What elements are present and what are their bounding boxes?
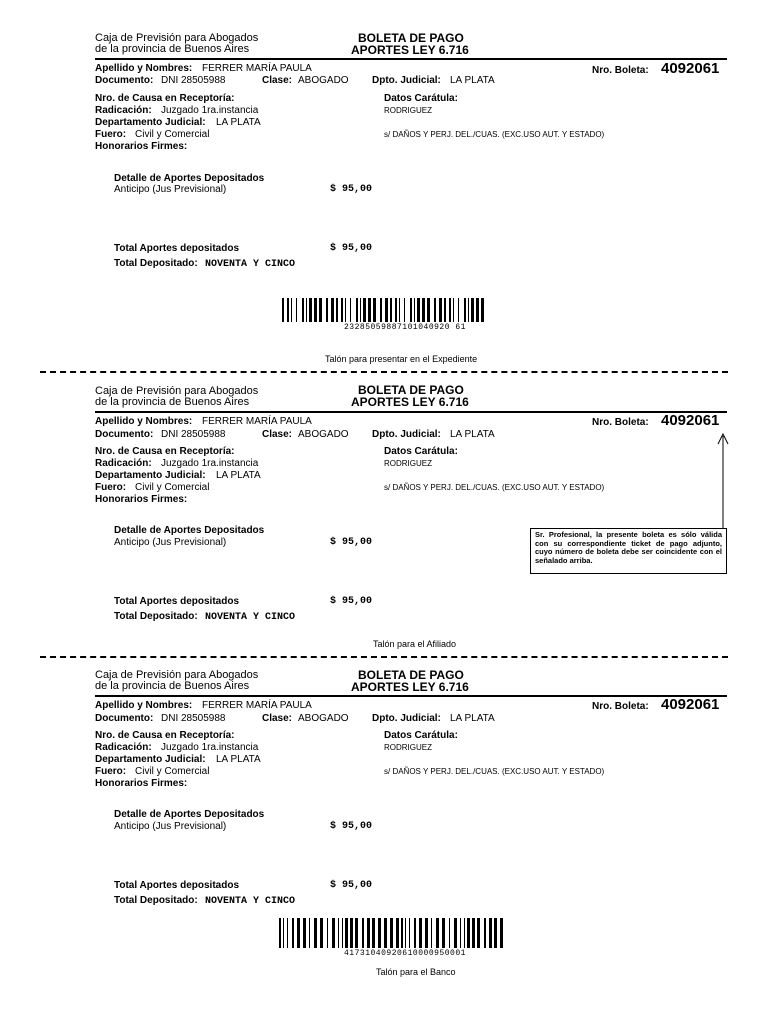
value-fuero: Civil y Comercial	[135, 482, 210, 493]
label-documento: Documento:	[95, 429, 154, 440]
barcode-bar	[319, 298, 322, 322]
barcode-bar	[472, 918, 475, 948]
value-caratula-2: s/ DAÑOS Y PERJ. DEL./CUAS. (EXC.USO AUT. Y ESTADO)	[384, 483, 605, 492]
barcode-bar	[422, 298, 425, 322]
barcode-bar	[378, 918, 381, 948]
label-honorarios: Honorarios Firmes:	[95, 141, 188, 152]
label-caratula: Datos Carátula:	[384, 730, 458, 741]
barcode-bar	[439, 298, 442, 322]
barcode-bar	[309, 918, 310, 948]
label-caratula: Datos Carátula:	[384, 93, 458, 104]
barcode-bar	[373, 298, 376, 322]
barcode-bar	[396, 918, 399, 948]
label-nro-boleta: Nro. Boleta:	[592, 65, 649, 76]
barcode-bar	[427, 298, 430, 322]
barcode-bar	[489, 918, 492, 948]
value-nro-boleta: 4092061	[661, 412, 720, 429]
barcode-bar	[331, 298, 334, 322]
barcode-bar	[372, 918, 375, 948]
value-departamento: LA PLATA	[216, 470, 261, 481]
label-causa: Nro. de Causa en Receptoría:	[95, 730, 235, 741]
barcode-bar	[410, 298, 412, 322]
barcode-bar	[279, 918, 281, 948]
value-radicacion: Juzgado 1ra.instancia	[161, 742, 259, 753]
label-dpto: Dpto. Judicial:	[372, 713, 441, 724]
title-line2: APORTES LEY 6.716	[351, 43, 469, 57]
label-caratula: Datos Carátula:	[384, 446, 458, 457]
barcode-bar	[471, 298, 474, 322]
cut-line	[40, 371, 728, 373]
value-caratula-1: RODRIGUEZ	[384, 459, 432, 468]
barcode-bar	[468, 298, 469, 322]
barcode-bar	[385, 298, 388, 322]
value-total-depositado: NOVENTA Y CINCO	[205, 612, 296, 623]
barcode-bar	[449, 298, 451, 322]
barcode-bar	[309, 298, 312, 322]
barcode-bar	[395, 298, 397, 322]
value-dpto: LA PLATA	[450, 713, 495, 724]
barcode-bar	[405, 918, 406, 948]
institution-line2: de la provincia de Buenos Aires	[95, 680, 250, 692]
label-nro-boleta: Nro. Boleta:	[592, 417, 649, 428]
barcode-bar	[362, 918, 364, 948]
value-departamento: LA PLATA	[216, 117, 261, 128]
barcode-bar	[390, 918, 393, 948]
value-dpto: LA PLATA	[450, 429, 495, 440]
barcode-bar	[287, 298, 289, 322]
label-total-depositado: Total Depositado:	[114, 611, 198, 622]
label-total-depositado: Total Depositado:	[114, 895, 198, 906]
value-documento: DNI 28505988	[161, 713, 226, 724]
value-caratula-2: s/ DAÑOS Y PERJ. DEL./CUAS. (EXC.USO AUT. Y ESTADO)	[384, 767, 605, 776]
label-radicacion: Radicación:	[95, 742, 152, 753]
barcode-bar	[417, 298, 420, 322]
barcode-bar	[320, 918, 323, 948]
barcode-bar	[350, 298, 351, 322]
value-nro-boleta: 4092061	[661, 696, 720, 713]
label-total-aportes: Total Aportes depositados	[114, 596, 240, 607]
barcode-bar	[476, 298, 479, 322]
label-dpto: Dpto. Judicial:	[372, 429, 441, 440]
institution-line1: Caja de Previsión para Abogados	[95, 385, 259, 397]
label-total-depositado: Total Depositado:	[114, 258, 198, 269]
institution-line1: Caja de Previsión para Abogados	[95, 32, 259, 44]
value-caratula-1: RODRIGUEZ	[384, 743, 432, 752]
value-concepto: Anticipo (Jus Previsional)	[114, 821, 227, 832]
value-departamento: LA PLATA	[216, 754, 261, 765]
barcode-bar	[345, 298, 346, 322]
value-monto: $ 95,00	[330, 821, 373, 832]
cut-line	[40, 656, 728, 658]
barcode-bar	[368, 298, 371, 322]
value-apellido: FERRER MARÍA PAULA	[202, 416, 312, 427]
barcode-bar	[302, 298, 304, 322]
label-total-aportes: Total Aportes depositados	[114, 243, 240, 254]
label-causa: Nro. de Causa en Receptoría:	[95, 93, 235, 104]
label-fuero: Fuero:	[95, 129, 127, 140]
barcode-bar	[296, 298, 297, 322]
label-nro-boleta: Nro. Boleta:	[592, 701, 649, 712]
barcode-bar	[404, 298, 405, 322]
barcode-bar	[442, 918, 445, 948]
barcode-bar	[327, 918, 328, 948]
barcode-bar	[436, 918, 439, 948]
value-monto: $ 95,00	[330, 537, 373, 548]
label-honorarios: Honorarios Firmes:	[95, 778, 188, 789]
barcode	[282, 298, 488, 322]
value-apellido: FERRER MARÍA PAULA	[202, 63, 312, 74]
barcode-bar	[414, 918, 416, 948]
barcode-bar	[314, 298, 317, 322]
barcode-bar	[356, 298, 358, 322]
barcode-bar	[458, 298, 459, 322]
value-fuero: Civil y Comercial	[135, 766, 210, 777]
label-clase: Clase:	[262, 75, 293, 86]
barcode-bar	[314, 918, 317, 948]
barcode-bar	[449, 918, 450, 948]
label-fuero: Fuero:	[95, 482, 127, 493]
institution-line1: Caja de Previsión para Abogados	[95, 669, 259, 681]
value-documento: DNI 28505988	[161, 429, 226, 440]
institution-line2: de la provincia de Buenos Aires	[95, 396, 250, 408]
barcode-bar	[326, 298, 328, 322]
title-line1: BOLETA DE PAGO	[358, 31, 464, 45]
barcode-bar	[444, 298, 446, 322]
label-detalle: Detalle de Aportes Depositados	[114, 525, 265, 536]
label-apellido: Apellido y Nombres:	[95, 416, 193, 427]
value-total-depositado: NOVENTA Y CINCO	[205, 259, 296, 270]
barcode-bar	[283, 918, 284, 948]
title-line2: APORTES LEY 6.716	[351, 680, 469, 694]
value-radicacion: Juzgado 1ra.instancia	[161, 458, 259, 469]
value-total-aportes: $ 95,00	[330, 596, 373, 607]
label-total-aportes: Total Aportes depositados	[114, 880, 240, 891]
label-clase: Clase:	[262, 713, 293, 724]
value-dpto: LA PLATA	[450, 75, 495, 86]
barcode-bar	[355, 918, 358, 948]
barcode-bar	[453, 298, 454, 322]
barcode-bar	[384, 918, 387, 948]
barcode-bar	[342, 918, 343, 948]
barcode-bar	[414, 298, 415, 322]
value-concepto: Anticipo (Jus Previsional)	[114, 537, 227, 548]
barcode	[279, 918, 503, 948]
barcode-bar	[500, 918, 503, 948]
value-clase: ABOGADO	[298, 713, 349, 724]
barcode-bar	[477, 918, 480, 948]
barcode-bar	[287, 918, 288, 948]
value-radicacion: Juzgado 1ra.instancia	[161, 105, 259, 116]
divider	[95, 411, 727, 413]
barcode-bar	[345, 918, 348, 948]
label-fuero: Fuero:	[95, 766, 127, 777]
barcode-bar	[292, 918, 294, 948]
barcode-bar	[367, 918, 370, 948]
barcode-bar	[467, 918, 470, 948]
barcode-bar	[464, 298, 466, 322]
barcode-bar	[460, 918, 461, 948]
value-fuero: Civil y Comercial	[135, 129, 210, 140]
value-total-aportes: $ 95,00	[330, 243, 373, 254]
barcode-bar	[454, 918, 457, 948]
value-clase: ABOGADO	[298, 429, 349, 440]
label-documento: Documento:	[95, 713, 154, 724]
label-dpto: Dpto. Judicial:	[372, 75, 441, 86]
barcode-bar	[390, 298, 392, 322]
value-clase: ABOGADO	[298, 75, 349, 86]
label-clase: Clase:	[262, 429, 293, 440]
barcode-bar	[434, 298, 436, 322]
barcode-bar	[303, 918, 306, 948]
barcode-bar	[332, 918, 335, 948]
label-departamento: Departamento Judicial:	[95, 117, 206, 128]
barcode-bar	[464, 918, 465, 948]
label-apellido: Apellido y Nombres:	[95, 700, 193, 711]
label-detalle: Detalle de Aportes Depositados	[114, 173, 265, 184]
title-line2: APORTES LEY 6.716	[351, 395, 469, 409]
label-honorarios: Honorarios Firmes:	[95, 494, 188, 505]
barcode-bar	[341, 298, 343, 322]
barcode-bar	[409, 918, 410, 948]
label-causa: Nro. de Causa en Receptoría:	[95, 446, 235, 457]
barcode-bar	[338, 918, 339, 948]
arrow-up-icon	[715, 432, 731, 530]
barcode-bar	[494, 918, 497, 948]
label-apellido: Apellido y Nombres:	[95, 63, 193, 74]
footer-talon: Talón para el Banco	[376, 967, 456, 977]
barcode-bar	[336, 298, 338, 322]
title-line1: BOLETA DE PAGO	[358, 383, 464, 397]
value-caratula-1: RODRIGUEZ	[384, 106, 432, 115]
institution-line2: de la provincia de Buenos Aires	[95, 43, 250, 55]
barcode-bar	[419, 918, 422, 948]
barcode-bar	[431, 918, 432, 948]
label-radicacion: Radicación:	[95, 105, 152, 116]
barcode-bar	[297, 918, 300, 948]
value-total-aportes: $ 95,00	[330, 880, 373, 891]
barcode-number: 23285059887101040920 61	[344, 323, 466, 332]
barcode-bar	[306, 298, 307, 322]
value-concepto: Anticipo (Jus Previsional)	[114, 184, 227, 195]
barcode-number: 41731040920610000950001	[344, 949, 466, 958]
label-radicacion: Radicación:	[95, 458, 152, 469]
barcode-bar	[282, 298, 284, 322]
title-line1: BOLETA DE PAGO	[358, 668, 464, 682]
footer-talon: Talón para presentar en el Expediente	[325, 354, 478, 364]
barcode-bar	[401, 918, 403, 948]
value-caratula-2: s/ DAÑOS Y PERJ. DEL./CUAS. (EXC.USO AUT. Y ESTADO)	[384, 130, 605, 139]
barcode-bar	[481, 298, 484, 322]
barcode-bar	[399, 298, 400, 322]
barcode-bar	[380, 298, 382, 322]
barcode-bar	[363, 298, 366, 322]
label-departamento: Departamento Judicial:	[95, 754, 206, 765]
value-monto: $ 95,00	[330, 184, 373, 195]
footer-talon: Talón para el Afiliado	[373, 639, 457, 649]
barcode-bar	[484, 918, 486, 948]
label-documento: Documento:	[95, 75, 154, 86]
value-apellido: FERRER MARÍA PAULA	[202, 700, 312, 711]
divider	[95, 58, 727, 60]
barcode-bar	[360, 298, 361, 322]
value-documento: DNI 28505988	[161, 75, 226, 86]
notice-box: Sr. Profesional, la presente boleta es sólo válida con su correspondiente ticket de pago adjunto, cuyo número de boleta debe ser coincidente con el señalado arriba.	[530, 528, 727, 574]
label-departamento: Departamento Judicial:	[95, 470, 206, 481]
value-nro-boleta: 4092061	[661, 60, 720, 77]
barcode-bar	[425, 918, 428, 948]
barcode-bar	[350, 918, 353, 948]
value-total-depositado: NOVENTA Y CINCO	[205, 896, 296, 907]
label-detalle: Detalle de Aportes Depositados	[114, 809, 265, 820]
divider	[95, 695, 727, 697]
barcode-bar	[291, 298, 292, 322]
